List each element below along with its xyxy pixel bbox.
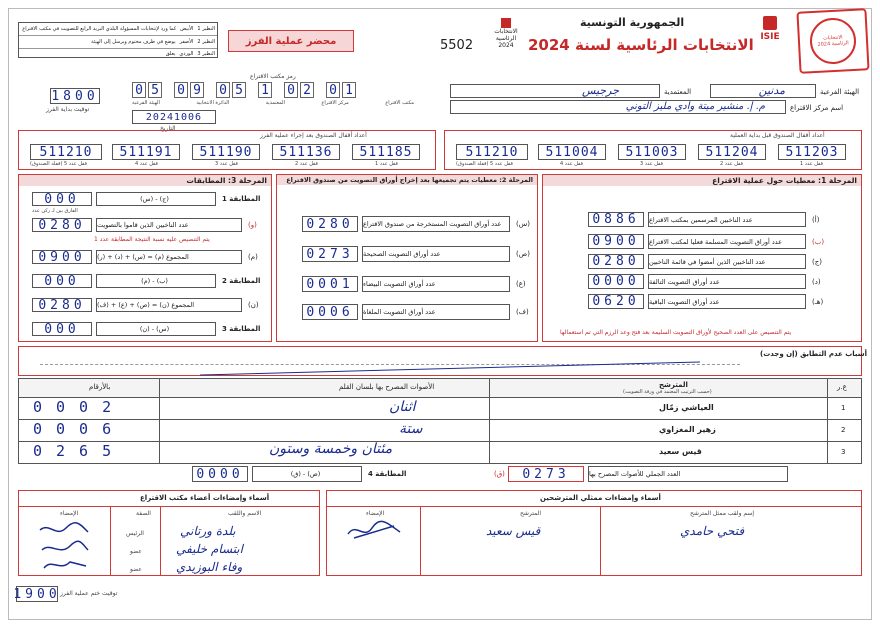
row-divider	[19, 441, 861, 442]
office-code-title: رمز مكتب الاقتراع	[250, 73, 296, 80]
stage2-row-p-value: 0273	[302, 246, 358, 262]
head-digits: بالأرقام	[89, 383, 111, 391]
election-brand-logo	[488, 18, 524, 60]
members-head-sig: الإمضاء	[60, 510, 79, 517]
match4-label: المطابقة 4	[368, 470, 407, 478]
stage2-title: المرحلة 2: معطيات يتم تجميعها بعد إخراج أوراق التصويت من صندوق الاقتراع	[277, 175, 537, 185]
seal-after-2: 511136	[272, 144, 340, 160]
stage1-row-c-letter: (ج)	[812, 258, 822, 266]
head-name: المترشح	[659, 381, 688, 389]
match3-value: 000	[32, 322, 92, 336]
match4-formula: (ص) - (ق)	[252, 466, 362, 482]
members-head-name: الاسم واللقب	[228, 510, 262, 517]
code-digit: 0	[216, 82, 230, 98]
form-number: 5502	[440, 38, 474, 53]
cand-words: اثنان	[389, 399, 416, 415]
stage3-title: المرحلة 3: المطابقات	[19, 175, 271, 186]
code-digit: 5	[148, 82, 162, 98]
code-digit: 0	[174, 82, 188, 98]
sum2-value: 0280	[32, 298, 92, 312]
code-digit: 5	[232, 82, 246, 98]
delegation-field: جرجيس	[450, 84, 660, 98]
legend-row: النظير 3 الوردي يعلق	[165, 51, 215, 57]
candidates-header	[19, 379, 861, 398]
stage1-row-b-letter: (ب)	[812, 238, 825, 246]
cand-num: 1	[841, 404, 846, 412]
seal-after-1: 511185	[352, 144, 420, 160]
seal-after-label: قفل عدد 4	[135, 161, 158, 167]
seal-before-5: 511210	[456, 144, 528, 160]
match1-value: 000	[32, 192, 92, 206]
stage1-row-e-letter: (هـ)	[812, 298, 824, 306]
stage2-row-s-label: عدد أوراق التصويت المستخرجة من صندوق الاقتراع	[362, 216, 510, 232]
cand-digits: 0006	[33, 420, 126, 438]
reps-header-line	[326, 506, 862, 507]
stage1-row-a-value: 0886	[588, 212, 644, 227]
legend-row: النظير 2 الأصفر يوضع في ظرف مختوم ويرسل إلى الهيئة	[19, 36, 217, 49]
member-signature	[36, 520, 92, 574]
match2-label: المطابقة 2	[222, 277, 261, 285]
code-digit: 2	[300, 82, 314, 98]
match1-note: الفارق بين لـ ركن عدد	[32, 208, 78, 214]
unmatched-section	[18, 346, 862, 376]
sum2-label: المجموع (ن) = (ص) + (ع) + (ف)	[96, 298, 242, 312]
head-num: ع.ر	[837, 383, 847, 391]
rep-name: فتحي حامدي	[680, 524, 745, 538]
seals-before-title: أعداد أقفال الصندوق قبل بداية العملية	[730, 132, 825, 139]
delegation-label: المعتمدية	[664, 88, 692, 96]
head-words: الأصوات المصرح بها بلسان القلم	[339, 383, 435, 391]
reps-head-sig: الإمضاء	[366, 510, 385, 517]
stage2-row-p-label: عدد أوراق التصويت الصحيحة	[362, 246, 510, 262]
stage1-row-d-letter: (د)	[812, 278, 821, 286]
seal-after-4: 511191	[112, 144, 180, 160]
member-role: عضو	[130, 548, 142, 555]
code-digit: 9	[190, 82, 204, 98]
voters-label: عدد الناخبين الذين قاموا بالتصويت	[96, 218, 242, 232]
stage2-row-s-letter: (س)	[516, 220, 531, 228]
seal-before-label: قفل عدد 5 (قفلة الصندوق)	[456, 161, 513, 167]
member-role: عضو	[130, 566, 142, 573]
seal-before-3: 511003	[618, 144, 686, 160]
official-stamp	[796, 8, 869, 74]
match3-formula: (س) - (ن)	[96, 322, 216, 336]
cand-digits: 0265	[33, 442, 126, 460]
total-label: العدد الجملي للأصوات المصرح بها	[588, 466, 788, 482]
cand-num: 2	[841, 426, 846, 434]
seal-before-2: 511204	[698, 144, 766, 160]
row-divider	[19, 419, 861, 420]
col-divider	[159, 379, 160, 463]
center-label: اسم مركز الاقتراع	[790, 104, 844, 112]
start-time-field: 1800	[51, 88, 99, 104]
code-digit: 0	[284, 82, 298, 98]
seal-before-1: 511203	[778, 144, 846, 160]
reps-head-cand: المترشح	[520, 510, 541, 517]
voters-letter: (و)	[248, 221, 257, 229]
election-title: الانتخابات الرئاسية لسنة 2024	[528, 36, 754, 54]
stage2-row-a-letter: (ع)	[516, 280, 526, 288]
rep-candidate: قيس سعيد	[486, 524, 541, 538]
cand-name: قيس سعيد	[659, 447, 702, 456]
unmatched-title: أسباب عدم التطابق (إن وجدت)	[760, 350, 868, 358]
seal-after-3: 511190	[192, 144, 260, 160]
members-title: أسماء وإمضاءات أعضاء مكتب الاقتراع	[140, 494, 270, 502]
sum-value: 0900	[32, 250, 92, 264]
stage2-row-a-value: 0001	[302, 276, 358, 292]
stage1-row-b-label: عدد أوراق التصويت المسلمة فعليا لمكتب الاقتراع	[648, 234, 806, 249]
sum2-letter: (ن)	[248, 301, 259, 309]
members-head-role: الصفة	[136, 510, 151, 517]
seals-after-title: أعداد أقفال الصندوق بعد إجراء عملية الفرز	[260, 132, 367, 139]
seal-after-label: قفل عدد 2	[295, 161, 318, 167]
stage1-row-a-letter: (أ)	[812, 216, 820, 224]
seal-before-4: 511004	[538, 144, 606, 160]
sum-letter: (م)	[248, 253, 258, 261]
record-title-box	[228, 30, 354, 52]
match2-value: 000	[32, 274, 92, 288]
center-field: م. إ. منشير ميتة وادي مليز التوني	[450, 100, 786, 114]
stage1-row-d-value: 0000	[588, 274, 644, 289]
legend-row: النظير 1 الأبيض كما ورد لإنتخابات المسؤولة البلدي البريد الرابع للتصويت في مكتب الاقتراع	[19, 23, 217, 36]
match2-formula: (ب) - (م)	[96, 274, 216, 288]
cand-name: العياشي زمّال	[659, 403, 714, 412]
members-col-divider	[160, 506, 161, 576]
head-name-sub: (حسب الترتيب المعتمد في ورقة التصويت)	[623, 389, 712, 395]
total-letter: (ق)	[494, 470, 505, 478]
cand-words: ستة	[399, 421, 423, 437]
isie-logo-text: ISIE	[760, 32, 780, 42]
stage2-row-f-value: 0006	[302, 304, 358, 320]
voters-value: 0280	[32, 218, 92, 232]
stage2-row-f-letter: (ف)	[516, 308, 529, 316]
cand-words: مئتان وخمسة وستون	[269, 441, 393, 457]
match-note: يتم التنصيص عليه نسبة النتيجة المطابقة عدد 1	[94, 236, 210, 243]
reps-col-divider	[600, 506, 601, 576]
end-time-label: توقيت ختم عملية الفرز	[60, 590, 118, 597]
rep-signature	[346, 518, 402, 542]
stamp-text: الانتخابات الرئاسية 2024	[817, 34, 849, 48]
stage1-row-b-value: 0900	[588, 234, 644, 249]
member-name: ابتسام خليفي	[176, 542, 243, 556]
record-title: محضر عملية الفرز	[245, 35, 337, 47]
office-code-digits	[132, 82, 356, 98]
stage1-row-d-label: عدد أوراق التصويت التالفة	[648, 274, 806, 289]
republic-title: الجمهورية التونسية	[580, 16, 685, 29]
match1-formula: (ج) - (س)	[96, 192, 216, 206]
stage1-row-e-value: 0620	[588, 294, 644, 309]
code-labels: مكتب الاقتراع مركز الاقتراع المعتمدية الدائرة الانتخابية الهيئة الفرعية	[132, 100, 414, 106]
cand-name: زهير المغزاوي	[659, 425, 716, 434]
stage1-row-a-label: عدد الناخبين المرسمين بمكتب الاقتراع	[648, 212, 806, 227]
stage1-title: المرحلة 1: معطيات حول عملية الاقتراع	[543, 175, 861, 186]
code-digit: 0	[132, 82, 146, 98]
member-name: بلدة ورتاني	[180, 524, 236, 538]
stage2-row-p-letter: (ص)	[516, 250, 530, 258]
candidates-table	[18, 378, 862, 464]
members-header-line	[18, 506, 320, 507]
col-divider	[827, 379, 828, 463]
reps-title: أسماء وإمضاءات ممثلي المترشحين	[540, 494, 661, 502]
stage1-note: يتم التنصيص على العدد الصحيح لأوراق التصويت السليمة بعد فتح وعد الرزم التي تم استعمالها	[560, 329, 792, 336]
date-label: التاريخ	[160, 125, 176, 132]
stage2-row-s-value: 0280	[302, 216, 358, 232]
isie-logo	[750, 16, 790, 60]
col-divider	[489, 379, 490, 463]
member-name: وفاء البوزيدي	[176, 560, 243, 574]
reps-section	[326, 490, 862, 576]
seal-after-5: 511210	[30, 144, 102, 160]
seal-after-label: قفل عدد 5 (قفلة الصندوق)	[30, 161, 87, 167]
seal-after-label: قفل عدد 1	[375, 161, 398, 167]
sum-label: المجموع (م) = (س) + (د) + (ر)	[96, 250, 242, 264]
seal-before-label: قفل عدد 1	[800, 161, 823, 167]
stage1-row-e-label: عدد أوراق التصويت الباقية	[648, 294, 806, 309]
seal-before-label: قفل عدد 2	[720, 161, 743, 167]
stage1-row-c-label: عدد الناخبين الذين أمضوا في قائمة الناخبين	[648, 254, 806, 269]
seal-before-label: قفل عدد 4	[560, 161, 583, 167]
reps-head-rep: إسم ولقب ممثل المترشح	[690, 510, 755, 517]
match4-value: 0000	[192, 466, 248, 482]
total-value: 0273	[508, 466, 584, 482]
code-digit: 0	[326, 82, 340, 98]
end-time-field: 1900	[13, 586, 61, 602]
cand-digits: 0002	[33, 398, 126, 416]
seal-before-label: قفل عدد 3	[640, 161, 663, 167]
member-role: الرئيس	[126, 530, 144, 537]
members-col-divider	[110, 506, 111, 576]
date-field: 20241006	[132, 110, 216, 124]
regional-label: الهيئة الفرعية	[820, 88, 860, 96]
reps-col-divider	[420, 506, 421, 576]
stage2-row-f-label: عدد أوراق التصويت الملغاة	[362, 304, 510, 320]
match1-label: المطابقة 1	[222, 195, 261, 203]
copies-legend	[18, 22, 218, 58]
code-digit: 1	[258, 82, 272, 98]
brand-logo-text: الانتخابات الرئاسية 2024	[494, 28, 518, 49]
stage2-row-a-label: عدد أوراق التصويت البيضاء	[362, 276, 510, 292]
regional-field: مدنين	[710, 84, 816, 98]
code-digit: 1	[342, 82, 356, 98]
match3-label: المطابقة 3	[222, 325, 261, 333]
cand-num: 3	[841, 448, 846, 456]
seal-after-label: قفل عدد 3	[215, 161, 238, 167]
start-time-label: توقيت بداية الفرز	[46, 106, 90, 113]
stage1-row-c-value: 0280	[588, 254, 644, 269]
